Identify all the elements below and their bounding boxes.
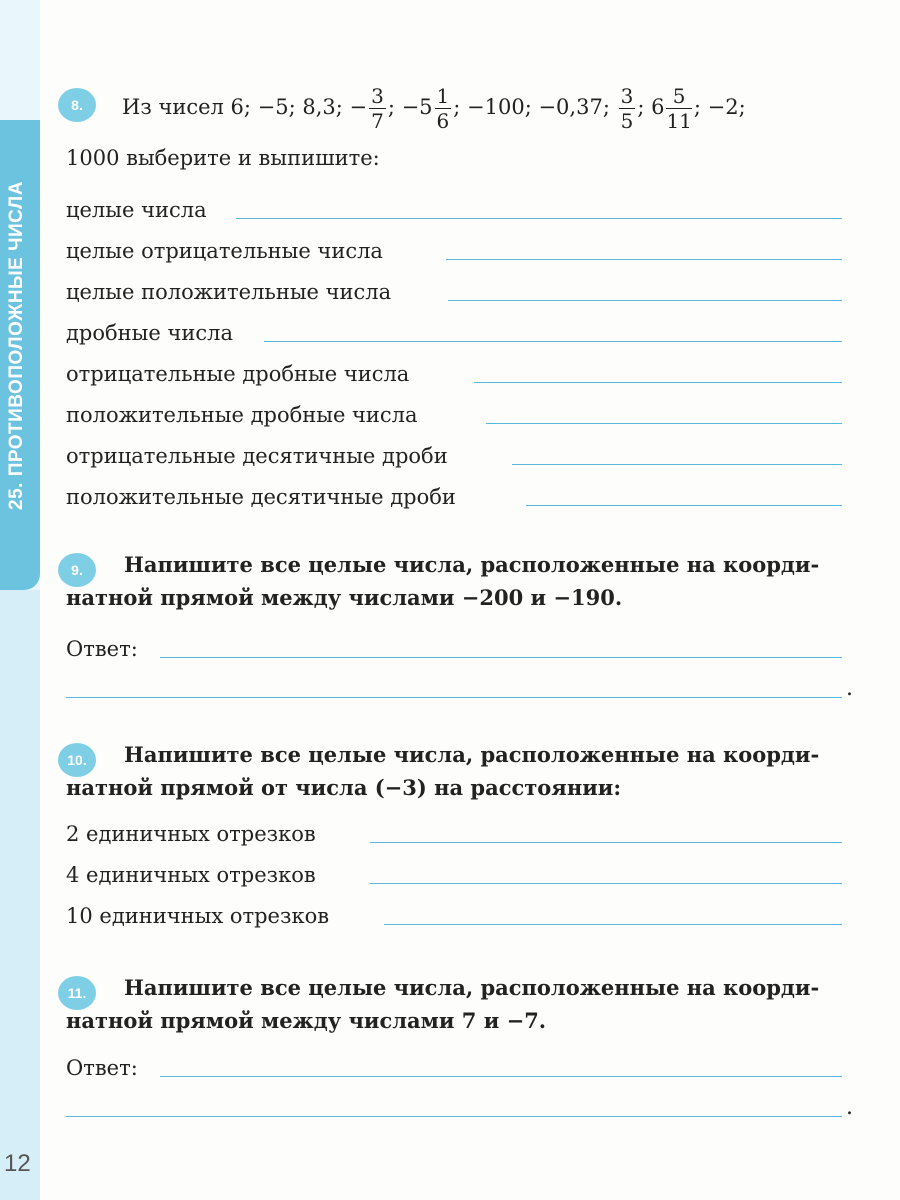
task-9-answer-line-1[interactable] [160, 657, 842, 658]
section-title: 25. ПРОТИВОПОЛОЖНЫЕ ЧИСЛА [6, 181, 27, 510]
task-9-answer-label: Ответ: [66, 637, 138, 661]
section-tab-lower [0, 590, 40, 1200]
task-11-answer-line-2[interactable] [66, 1116, 842, 1117]
task-11-answer-line-1[interactable] [160, 1076, 842, 1077]
answer-line-whole[interactable] [236, 218, 842, 219]
task-10-badge: 10. [58, 743, 96, 777]
task-8-label-3: целые положительные числа [66, 280, 392, 304]
task-8-label-6: положительные дробные числа [66, 403, 418, 427]
answer-line-positive-decimals[interactable] [526, 505, 842, 506]
task-8-label-1: целые числа [66, 198, 207, 222]
task-11-line1: Напишите все целые числа, расположенные на коорди- [124, 975, 820, 1000]
task-11-badge: 11. [58, 976, 96, 1010]
task-10-line2: натной прямой от числа (−3) на расстоянии: [66, 775, 622, 800]
task-8-label-4: дробные числа [66, 321, 233, 345]
task-8-intro: Из чисел 6; −5; 8,3; − $\frac{3}{7}$ ; −5 $\frac{1}{6}$ ; −100; −0,37; $\frac{3}{5}$ ; 6 $\frac{5}{11}$ ; −2; [122, 84, 746, 133]
task-9-answer-line-2[interactable] [66, 697, 842, 698]
fraction-5-11: $\frac{5}{11}$ [666, 84, 692, 133]
task-8-label-7: отрицательные десятичные дроби [66, 444, 448, 468]
answer-line-2-units[interactable] [370, 842, 842, 843]
task-9-badge: 9. [58, 553, 96, 587]
answer-line-negative-fractions[interactable] [474, 382, 842, 383]
answer-line-4-units[interactable] [370, 883, 842, 884]
task-10-label-2: 4 единичных отрезков [66, 863, 316, 887]
task-9-line2: натной прямой между числами −200 и −190. [66, 585, 623, 610]
task-8-badge: 8. [58, 88, 96, 122]
fraction-3-7: $\frac{3}{7}$ [371, 84, 384, 133]
task-9-line1: Напишите все целые числа, расположенные на коорди- [124, 552, 820, 577]
task-10-label-1: 2 единичных отрезков [66, 822, 316, 846]
task-11-answer-label: Ответ: [66, 1056, 138, 1080]
task-9-end-dot: . [846, 676, 853, 701]
task-11-end-dot: . [846, 1095, 853, 1120]
page-number: 12 [4, 1150, 31, 1177]
answer-line-positive-fractions[interactable] [486, 423, 842, 424]
task-8-label-8: положительные десятичные дроби [66, 485, 456, 509]
answer-line-negative-decimals[interactable] [512, 464, 842, 465]
task-8-intro-start: Из чисел 6; −5; 8,3; − [122, 95, 368, 119]
task-10-label-3: 10 единичных отрезков [66, 904, 330, 928]
answer-line-10-units[interactable] [384, 924, 842, 925]
task-8-label-2: целые отрицательные числа [66, 239, 383, 263]
answer-line-fractions[interactable] [264, 341, 842, 342]
answer-line-negative-integers[interactable] [446, 259, 842, 260]
task-8-label-5: отрицательные дробные числа [66, 362, 410, 386]
task-8-line2: 1000 выберите и выпишите: [66, 146, 380, 170]
task-11-line2: натной прямой между числами 7 и −7. [66, 1008, 547, 1033]
task-10-line1: Напишите все целые числа, расположенные на коорди- [124, 742, 820, 767]
fraction-1-6: $\frac{1}{6}$ [436, 84, 450, 133]
answer-line-positive-integers[interactable] [448, 300, 842, 301]
fraction-3-5: $\frac{3}{5}$ [620, 84, 634, 133]
